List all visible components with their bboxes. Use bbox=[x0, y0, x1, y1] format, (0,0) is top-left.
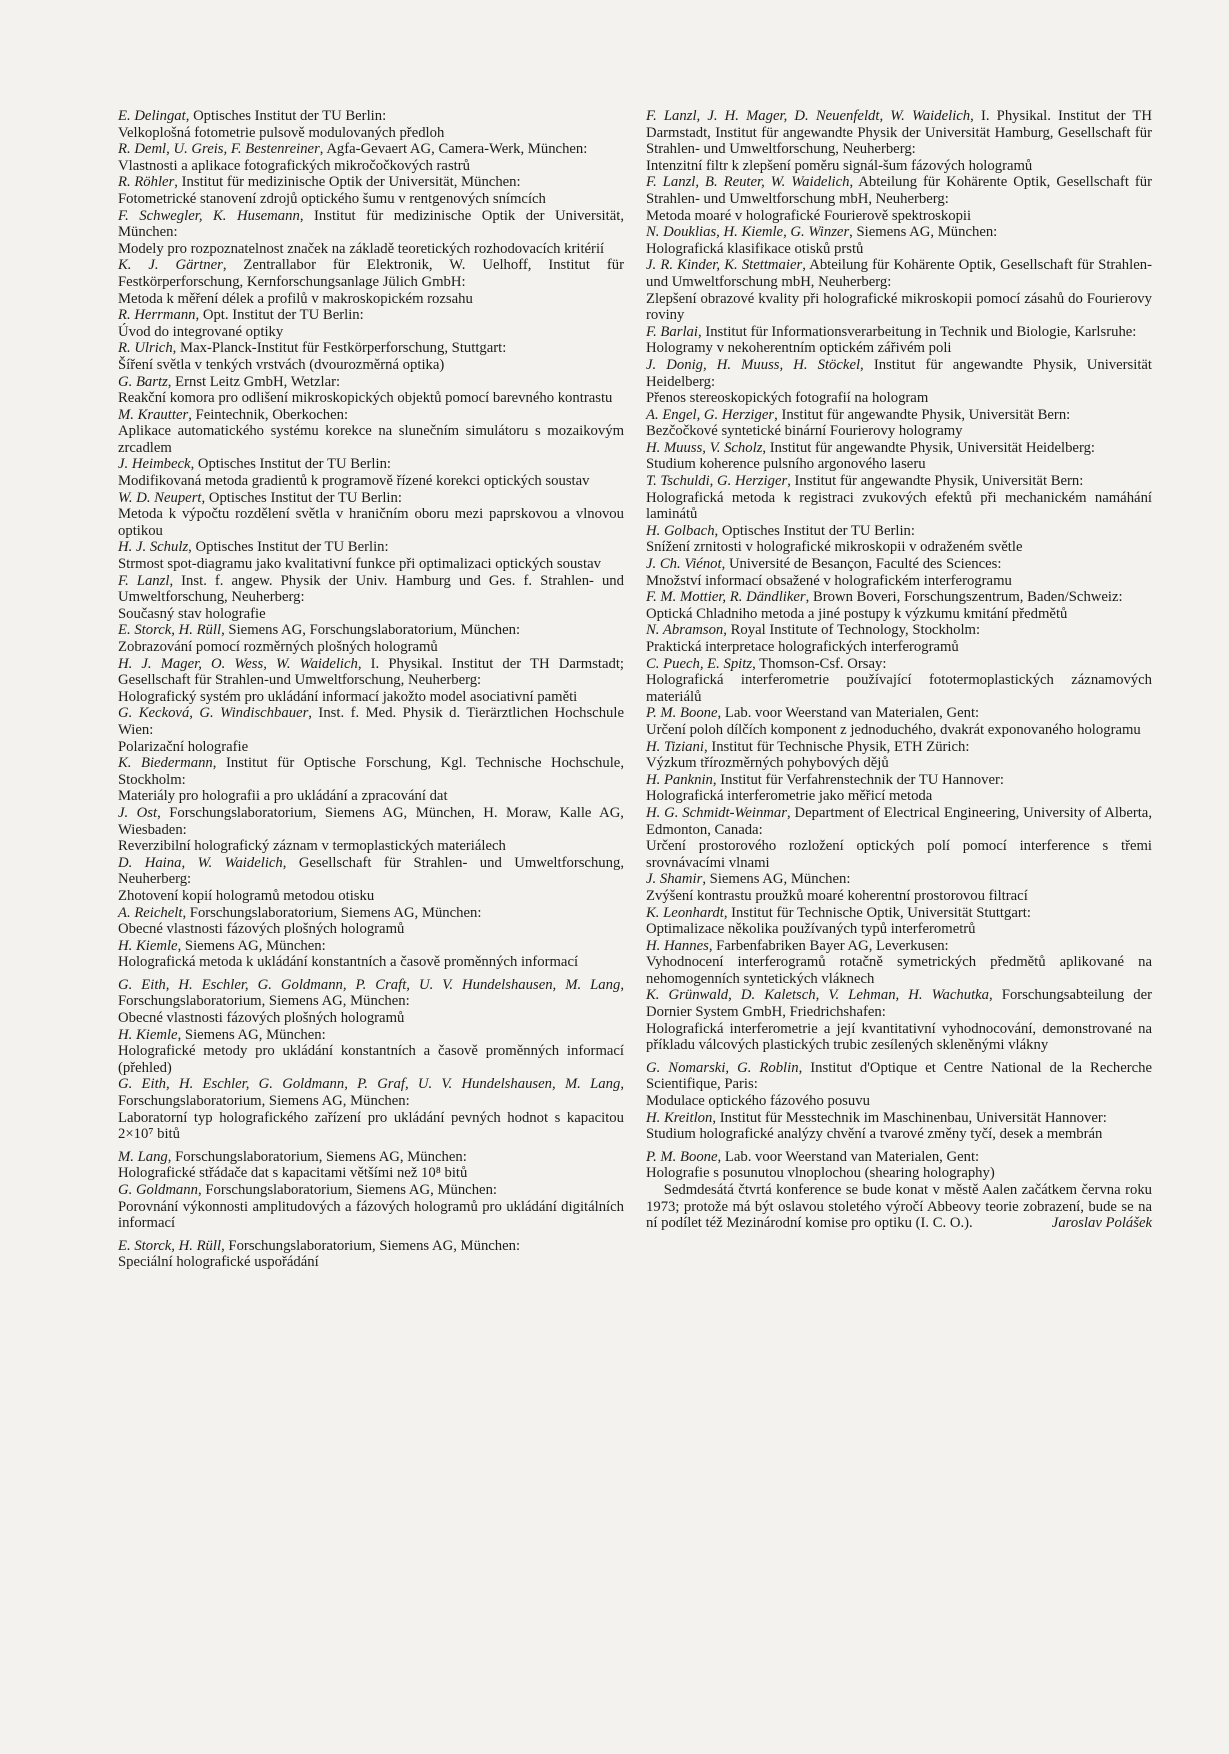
author-names: H. Panknin bbox=[646, 771, 713, 788]
author-names: R. Herrmann bbox=[118, 307, 196, 324]
author-institution: , Institut für Messtechnik im Maschinenbau, Universität Hannover: bbox=[712, 1109, 1107, 1126]
author-institution: , Forschungslaboratorium, Siemens AG, München: bbox=[118, 1076, 624, 1110]
right-entry bbox=[646, 772, 1152, 805]
lecture-title: Snížení zrnitosti v holografické mikroskopii v odraženém světle bbox=[646, 539, 1023, 556]
author-names: N. Douklias, H. Kiemle, G. Winzer bbox=[646, 224, 850, 241]
lecture-title: Hologramy v nekoherentním optickém zářivém poli bbox=[646, 340, 952, 357]
author-institution: , Max-Planck-Institut für Festkörperforschung, Stuttgart: bbox=[172, 340, 507, 357]
entry-authors bbox=[646, 805, 1152, 838]
author-names: E. Storck, H. Rüll bbox=[118, 1237, 222, 1254]
author-names: J. Ost bbox=[118, 804, 158, 821]
left-entry bbox=[118, 622, 624, 655]
right-entry bbox=[646, 324, 1152, 357]
lecture-title: Modifikovaná metoda gradientů k programově řízené korekci optických soustav bbox=[118, 473, 590, 490]
entry-authors bbox=[646, 622, 1152, 639]
lecture-title: Modely pro rozpoznatelnost značek na základě teoretických rozhodovacích kritérií bbox=[118, 240, 605, 257]
lecture-title: Holografická klasifikace otisků prstů bbox=[646, 240, 864, 257]
author-names: F. Lanzl, J. H. Mager, D. Neuenfeldt, W. Waidelich bbox=[646, 108, 971, 124]
lecture-title: Reverzibilní holografický záznam v termoplastických materiálech bbox=[118, 838, 506, 855]
right-entry bbox=[646, 987, 1152, 1053]
entry-authors bbox=[646, 589, 1152, 606]
author-institution: , Optisches Institut der TU Berlin: bbox=[714, 522, 915, 539]
entry-authors bbox=[118, 174, 624, 191]
right-entry bbox=[646, 1149, 1152, 1182]
lecture-title: Přenos stereoskopických fotografií na hologram bbox=[646, 390, 929, 407]
author-institution: , Institut für Technische Physik, ETH Zürich: bbox=[703, 738, 970, 755]
author-names: K. J. Gärtner bbox=[118, 257, 223, 274]
entry-authors bbox=[118, 456, 624, 473]
entry-authors bbox=[118, 490, 624, 507]
author-institution: , Institut für Verfahrenstechnik der TU Hannover: bbox=[712, 771, 1004, 788]
author-names: R. Röhler bbox=[118, 174, 175, 191]
author-institution: , Forschungslaboratorium, Siemens AG, München: bbox=[197, 1182, 497, 1198]
right-entry bbox=[646, 622, 1152, 655]
lecture-title: Intenzitní filtr k zlepšení poměru signál-šum fázových hologramů bbox=[646, 157, 1033, 174]
right-entry bbox=[646, 473, 1152, 523]
entry-authors bbox=[118, 622, 624, 639]
right-entry bbox=[646, 1110, 1152, 1143]
lecture-title: Holografie s posunutou vlnoplochou (shearing holography) bbox=[646, 1165, 995, 1182]
entry-authors bbox=[646, 656, 1152, 673]
author-institution: , Brown Boveri, Forschungszentrum, Baden/Schweiz: bbox=[805, 589, 1123, 606]
author-institution: , Siemens AG, München: bbox=[702, 871, 851, 888]
lecture-title: Určení prostorového rozložení optických polí pomocí interference s třemi srovnávacími vlnami bbox=[646, 838, 1152, 871]
entry-authors bbox=[646, 174, 1152, 207]
author-names: A. Reichelt bbox=[118, 904, 183, 921]
entry-authors bbox=[118, 656, 624, 689]
lecture-title: Fotometrické stanovení zdrojů optického šumu v rentgenových snímcích bbox=[118, 190, 546, 207]
author-institution: , Abteilung für Kohärente Optik, Gesellschaft für Strahlen- und Umweltforschung mbH, Neuherberg: bbox=[646, 257, 1152, 290]
author-institution: , Forschungsabteilung der Dornier System GmbH, Friedrichshafen: bbox=[646, 987, 1153, 1021]
right-entry bbox=[646, 257, 1152, 323]
author-names: M. Lang bbox=[118, 1148, 168, 1165]
left-entry bbox=[118, 977, 624, 1027]
author-institution: , Forschungslaboratorium, Siemens AG, München: bbox=[167, 1148, 467, 1165]
entry-authors bbox=[646, 705, 1152, 722]
left-entry bbox=[118, 938, 624, 971]
author-institution: , Siemens AG, München: bbox=[177, 1026, 326, 1043]
entry-authors bbox=[118, 1182, 624, 1199]
author-institution: , Department of Electrical Engineering, University of Alberta, Edmonton, Canada: bbox=[646, 804, 1153, 838]
right-entry bbox=[646, 656, 1152, 706]
author-names: H. Kiemle bbox=[118, 937, 178, 954]
lecture-title: Obecné vlastnosti fázových plošných hologramů bbox=[118, 1010, 405, 1027]
entry-authors bbox=[118, 805, 624, 838]
lecture-title: Polarizační holografie bbox=[118, 738, 249, 755]
lecture-title: Obecné vlastnosti fázových plošných hologramů bbox=[118, 921, 405, 938]
author-institution: , Optisches Institut der TU Berlin: bbox=[188, 539, 389, 556]
lecture-title: Holografický systém pro ukládání informací jakožto model asociativní paměti bbox=[118, 688, 578, 705]
author-names: H. J. Schulz bbox=[118, 539, 189, 556]
author-institution: , Abteilung für Kohärente Optik, Gesellschaft für Strahlen- und Umweltforschung mbH, Neuherberg: bbox=[646, 174, 1152, 207]
entry-authors bbox=[118, 108, 624, 125]
author-names: H. Kiemle bbox=[118, 1026, 178, 1043]
author-names: J. Donig, H. Muuss, H. Stöckel bbox=[646, 356, 861, 373]
author-institution: , Gesellschaft für Strahlen- und Umweltforschung, Neuherberg: bbox=[118, 854, 624, 888]
lecture-title: Strmost spot-diagramu jako kvalitativní funkce při optimalizaci optických soustav bbox=[118, 556, 601, 573]
author-names: R. Ulrich bbox=[118, 340, 173, 357]
lecture-title: Reakční komora pro odlišení mikroskopických objektů pomocí barevného kontrastu bbox=[118, 390, 613, 407]
author-names: H. J. Mager, O. Wess, W. Waidelich bbox=[118, 655, 358, 672]
lecture-title: Holografická interferometrie používající fototermoplastických záznamových materiálů bbox=[646, 672, 1152, 705]
author-institution: , Inst. f. Med. Physik d. Tierärztlichen Hochschule Wien: bbox=[118, 705, 624, 738]
entry-authors bbox=[118, 340, 624, 357]
author-institution: , Optisches Institut der TU Berlin: bbox=[201, 489, 402, 506]
left-entry bbox=[118, 905, 624, 938]
author-names: G. Bartz bbox=[118, 373, 168, 390]
left-entry bbox=[118, 174, 624, 207]
entry-authors bbox=[646, 324, 1152, 341]
lecture-title: Holografická interferometrie jako měřicí metoda bbox=[646, 788, 933, 805]
entry-authors bbox=[118, 141, 624, 158]
author-names: T. Tschuldi, G. Herziger bbox=[646, 473, 788, 490]
author-names: M. Krautter bbox=[118, 406, 189, 423]
right-entry bbox=[646, 1060, 1152, 1110]
entry-authors bbox=[118, 1149, 624, 1166]
lecture-title: Studium holografické analýzy chvění a tvarové změny tyčí, desek a membrán bbox=[646, 1126, 1103, 1143]
author-institution: , Institut für angewandte Physik, Universität Heidelberg: bbox=[762, 439, 1095, 456]
lecture-title: Bezčočkové syntetické binární Fourierovy hologramy bbox=[646, 423, 963, 440]
right-entry bbox=[646, 589, 1152, 622]
author-names: F. Lanzl bbox=[118, 572, 170, 589]
author-institution: , Opt. Institut der TU Berlin: bbox=[195, 307, 364, 324]
author-institution: , Institut für angewandte Physik, Universität Bern: bbox=[787, 473, 1084, 490]
author-institution: , Agfa-Gevaert AG, Camera-Werk, München: bbox=[319, 141, 588, 158]
right-entry bbox=[646, 705, 1152, 738]
author-institution: , Institut für Optische Forschung, Kgl. Technische Hochschule, Stockholm: bbox=[118, 755, 624, 788]
author-institution: , Optisches Institut der TU Berlin: bbox=[190, 456, 392, 473]
author-names: N. Abramson bbox=[646, 622, 724, 639]
right-column bbox=[646, 108, 1152, 1246]
left-entry bbox=[118, 855, 624, 905]
author-names: H. Muuss, V. Scholz bbox=[646, 439, 763, 456]
left-entry bbox=[118, 1027, 624, 1077]
left-entry bbox=[118, 573, 624, 623]
author-institution: , Feintechnik, Oberkochen: bbox=[188, 406, 349, 423]
lecture-title: Vyhodnocení interferogramů rotačně symetrických předmětů aplikované na nehomogenních syntetických vláknech bbox=[646, 954, 1152, 987]
entry-authors bbox=[646, 1110, 1152, 1127]
entry-authors bbox=[118, 1238, 624, 1255]
entry-authors bbox=[646, 905, 1152, 922]
entry-authors bbox=[118, 307, 624, 324]
author-names: J. Ch. Viénot bbox=[646, 556, 722, 573]
entry-authors bbox=[646, 357, 1152, 390]
author-names: F. M. Mottier, R. Dändliker bbox=[646, 589, 806, 606]
entry-authors bbox=[118, 573, 624, 606]
right-entries bbox=[646, 108, 1152, 1182]
entry-authors bbox=[646, 938, 1152, 955]
left-entry bbox=[118, 755, 624, 805]
author-names: K. Leonhardt bbox=[646, 904, 724, 921]
author-institution: , Institut für angewandte Physik, Universität Heidelberg: bbox=[646, 356, 1152, 390]
entry-authors bbox=[118, 1027, 624, 1044]
author-institution: , Siemens AG, München: bbox=[177, 937, 326, 954]
left-entry bbox=[118, 257, 624, 307]
entry-authors bbox=[118, 208, 624, 241]
author-institution: , Institut für Technische Optik, Universität Stuttgart: bbox=[723, 904, 1031, 921]
author-institution: , Inst. f. angew. Physik der Univ. Hamburg und Ges. f. Strahlen- und Umweltforschung, Neuherberg: bbox=[118, 572, 624, 606]
author-names: K. Biedermann bbox=[118, 755, 213, 772]
entry-authors bbox=[118, 374, 624, 391]
entry-authors bbox=[646, 871, 1152, 888]
left-entry bbox=[118, 407, 624, 457]
lecture-title: Speciální holografické uspořádání bbox=[118, 1254, 319, 1271]
lecture-title: Praktická interpretace holografických interferogramů bbox=[646, 639, 959, 655]
author-institution: , Forschungslaboratorium, Siemens AG, München, H. Moraw, Kalle AG, Wiesbaden: bbox=[118, 804, 624, 838]
entry-authors bbox=[646, 257, 1152, 290]
closing-paragraph: Sedmdesátá čtvrtá konference se bude konat v městě Aalen začátkem června roku 1973; protože má být oslavou stoletého výročí Abbeovy teorie zobrazení, bude se na ní podílet též Mezinárodní komise pro optiku (I. C. O.). Jaroslav Polášek bbox=[646, 1182, 1153, 1232]
entry-authors bbox=[118, 407, 624, 424]
author-names: H. G. Schmidt-Weinmar bbox=[646, 804, 787, 821]
author-names: W. D. Neupert bbox=[118, 489, 202, 506]
right-entry bbox=[646, 871, 1152, 904]
lecture-title: Úvod do integrované optiky bbox=[118, 323, 284, 340]
author-institution: , Siemens AG, München: bbox=[849, 224, 998, 241]
author-names: P. M. Boone bbox=[646, 1148, 718, 1165]
left-entry bbox=[118, 1149, 624, 1182]
right-entry bbox=[646, 556, 1152, 589]
lecture-title: Výzkum třírozměrných pohybových dějů bbox=[646, 755, 889, 772]
author-institution: , Ernst Leitz GmbH, Wetzlar: bbox=[167, 373, 341, 390]
lecture-title: Holografické střádače dat s kapacitami většími než 10⁸ bitů bbox=[118, 1165, 468, 1182]
entry-authors bbox=[646, 407, 1152, 424]
author-names: J. R. Kinder, K. Stettmaier bbox=[646, 257, 803, 274]
right-entry bbox=[646, 739, 1152, 772]
author-institution: , Université de Besançon, Faculté des Sciences: bbox=[721, 556, 1002, 573]
right-entry bbox=[646, 174, 1152, 224]
lecture-title: Holografická metoda k ukládání konstantních a časově proměnných informací bbox=[118, 954, 579, 971]
entry-authors bbox=[118, 938, 624, 955]
author-names: R. Deml, U. Greis, F. Bestenreiner bbox=[118, 141, 320, 158]
author-institution: , Institut für medizinische Optik der Universität, München: bbox=[118, 207, 624, 241]
author-institution: , Zentrallabor für Elektronik, W. Uelhoff, Institut für Festkörperforschung, Kernforschungsanlage Jülich GmbH: bbox=[118, 257, 624, 290]
lecture-title: Vlastnosti a aplikace fotografických mikročočkových rastrů bbox=[118, 157, 470, 174]
lecture-title: Zobrazování pomocí rozměrných plošných hologramů bbox=[118, 639, 438, 655]
lecture-title: Holografická metoda k registraci zvukových efektů při mechanickém namáhání laminátů bbox=[646, 489, 1152, 523]
right-entry bbox=[646, 407, 1152, 440]
entry-authors bbox=[646, 1060, 1152, 1093]
author-institution: , Forschungslaboratorium, Siemens AG, München: bbox=[221, 1237, 521, 1254]
author-institution: , Institut für Informationsverarbeitung in Technik und Biologie, Karlsruhe: bbox=[697, 323, 1137, 340]
author-names: F. Lanzl, B. Reuter, W. Waidelich bbox=[646, 174, 850, 191]
entry-authors bbox=[118, 977, 624, 1010]
right-entry bbox=[646, 357, 1152, 407]
signature: Jaroslav Polášek bbox=[1051, 1215, 1152, 1232]
author-names: H. Tiziani bbox=[646, 738, 704, 755]
author-names: G. Eith, H. Eschler, G. Goldmann, P. Craft, U. V. Hundelshausen, M. Lang bbox=[118, 976, 621, 993]
author-institution: , Optisches Institut der TU Berlin: bbox=[185, 108, 387, 124]
author-institution: , Forschungslaboratorium, Siemens AG, München: bbox=[118, 976, 624, 1010]
right-entry bbox=[646, 905, 1152, 938]
author-institution: , Institut für angewandte Physik, Universität Bern: bbox=[774, 406, 1071, 423]
author-institution: , Siemens AG, Forschungslaboratorium, München: bbox=[221, 622, 521, 639]
entry-authors bbox=[646, 1149, 1152, 1166]
author-names: G. Kecková, G. Windischbauer bbox=[118, 705, 309, 722]
author-names: F. Schwegler, K. Husemann bbox=[118, 207, 300, 224]
lecture-title: Zlepšení obrazové kvality při holografické mikroskopii pomocí zásahů do Fourierovy roviny bbox=[646, 290, 1152, 324]
entry-authors bbox=[646, 987, 1152, 1020]
right-entry bbox=[646, 805, 1152, 871]
left-entry bbox=[118, 340, 624, 373]
author-names: J. Shamir bbox=[646, 871, 703, 888]
entry-authors bbox=[646, 108, 1152, 158]
lecture-title: Materiály pro holografii a pro ukládání a zpracování dat bbox=[118, 788, 448, 805]
author-names: D. Haina, W. Waidelich bbox=[118, 854, 283, 871]
entry-authors bbox=[646, 739, 1152, 756]
author-names: H. Hannes bbox=[646, 937, 709, 954]
left-entry bbox=[118, 1076, 624, 1142]
lecture-title: Množství informací obsažené v holografickém interferogramu bbox=[646, 572, 1012, 589]
author-names: F. Barlai bbox=[646, 323, 698, 340]
left-column bbox=[118, 108, 624, 1271]
lecture-title: Laboratorní typ holografického zařízení pro ukládání pevných hodnot s kapacitou 2×10⁷ bitů bbox=[118, 1109, 624, 1143]
author-names: H. Kreitlon bbox=[646, 1109, 713, 1126]
lecture-title: Holografická interferometrie a její kvantitativní vyhodnocování, demonstrované na příkladu válcových plastických trubic zesílených skleněnými vlákny bbox=[646, 1020, 1152, 1054]
entry-authors bbox=[118, 855, 624, 888]
entry-authors bbox=[646, 523, 1152, 540]
author-institution: , Lab. voor Weerstand van Materialen, Gent: bbox=[717, 1148, 980, 1165]
lecture-title: Studium koherence pulsního argonového laseru bbox=[646, 456, 926, 473]
lecture-title: Aplikace automatického systému korekce na slunečním simulátoru s mozaikovým zrcadlem bbox=[118, 423, 624, 456]
lecture-title: Optimalizace několika používaných typů interferometrů bbox=[646, 921, 976, 938]
left-entry bbox=[118, 656, 624, 706]
author-names: A. Engel, G. Herziger bbox=[646, 406, 775, 423]
left-entry bbox=[118, 539, 624, 572]
left-entry bbox=[118, 705, 624, 755]
left-entry bbox=[118, 1238, 624, 1271]
lecture-title: Šíření světla v tenkých vrstvách (dvourozměrná optika) bbox=[118, 356, 445, 373]
author-names: G. Eith, H. Eschler, G. Goldmann, P. Graf, U. V. Hundelshausen, M. Lang bbox=[118, 1076, 621, 1093]
lecture-title: Metoda moaré v holografické Fourierově spektroskopii bbox=[646, 207, 972, 224]
entry-authors bbox=[118, 539, 624, 556]
left-entry bbox=[118, 490, 624, 540]
left-entry bbox=[118, 208, 624, 258]
author-institution: , I. Physikal. Institut der TH Darmstadt; Gesellschaft für Strahlen-und Umweltforschung, Neuherberg: bbox=[118, 655, 624, 689]
entry-authors bbox=[646, 473, 1152, 490]
author-institution: , Thomson-Csf. Orsay: bbox=[752, 655, 887, 672]
author-institution: , Lab. voor Weerstand van Materialen, Gent: bbox=[717, 705, 980, 722]
left-entry bbox=[118, 1182, 624, 1232]
lecture-title: Zvýšení kontrastu proužků moaré koherentní prostorovou filtrací bbox=[646, 887, 1028, 904]
author-institution: , Institut für medizinische Optik der Universität, München: bbox=[174, 174, 521, 191]
author-institution: , Forschungslaboratorium, Siemens AG, München: bbox=[182, 904, 482, 921]
left-entry bbox=[118, 374, 624, 407]
author-institution: , Institut d'Optique et Centre National de la Recherche Scientifique, Paris: bbox=[646, 1059, 1153, 1093]
entry-authors bbox=[646, 440, 1152, 457]
entry-authors bbox=[118, 705, 624, 738]
lecture-title: Určení poloh dílčích komponent z jednoduchého, dvakrát exponovaného hologramu bbox=[646, 721, 1141, 738]
lecture-title: Porovnání výkonnosti amplitudových a fázových hologramů pro ukládání digitálních informací bbox=[118, 1198, 624, 1232]
right-entry bbox=[646, 108, 1152, 174]
lecture-title: Metoda k měření délek a profilů v makroskopickém rozsahu bbox=[118, 290, 473, 307]
entry-authors bbox=[646, 772, 1152, 789]
author-names: E. Delingat bbox=[118, 108, 186, 124]
author-names: G. Nomarski, G. Roblin bbox=[646, 1059, 799, 1076]
left-entry bbox=[118, 307, 624, 340]
lecture-title: Optická Chladniho metoda a jiné postupy k výzkumu kmitání předmětů bbox=[646, 605, 1068, 622]
author-names: J. Heimbeck bbox=[118, 456, 191, 473]
entry-authors bbox=[646, 556, 1152, 573]
author-institution: , I. Physikal. Institut der TH Darmstadt, Institut für angewandte Physik der Universität Hamburg, Gesellschaft für Strahlen- und Umweltforschung, Neuherberg: bbox=[646, 108, 1153, 158]
author-names: H. Golbach bbox=[646, 522, 715, 539]
author-names: E. Storck, H. Rüll bbox=[118, 622, 222, 639]
author-names: G. Goldmann bbox=[118, 1182, 198, 1198]
lecture-title: Metoda k výpočtu rozdělení světla v hraničním oboru mezi paprskovou a vlnovou optikou bbox=[118, 506, 624, 539]
left-entry bbox=[118, 108, 624, 141]
lecture-title: Modulace optického fázového posuvu bbox=[646, 1093, 870, 1110]
author-names: P. M. Boone bbox=[646, 705, 718, 722]
lecture-title: Současný stav holografie bbox=[118, 605, 266, 622]
author-names: C. Puech, E. Spitz bbox=[646, 655, 753, 672]
left-entry bbox=[118, 805, 624, 855]
lecture-title: Zhotovení kopií hologramů metodou otisku bbox=[118, 887, 375, 904]
left-entry bbox=[118, 456, 624, 489]
lecture-title: Holografické metody pro ukládání konstantních a časově proměnných informací (přehled) bbox=[118, 1043, 624, 1076]
right-entry bbox=[646, 523, 1152, 556]
author-institution: , Farbenfabriken Bayer AG, Leverkusen: bbox=[708, 937, 949, 954]
lecture-title: Velkoplošná fotometrie pulsově modulovaných předloh bbox=[118, 124, 445, 141]
author-institution: , Royal Institute of Technology, Stockholm: bbox=[723, 622, 981, 639]
entry-authors bbox=[118, 1076, 624, 1109]
right-entry bbox=[646, 224, 1152, 257]
entry-authors bbox=[118, 905, 624, 922]
entry-authors bbox=[646, 224, 1152, 241]
right-entry bbox=[646, 938, 1152, 988]
entry-authors bbox=[118, 755, 624, 788]
left-entry bbox=[118, 141, 624, 174]
right-entry bbox=[646, 440, 1152, 473]
author-names: K. Grünwald, D. Kaletsch, V. Lehman, H. Wachutka bbox=[646, 987, 990, 1004]
entry-authors bbox=[118, 257, 624, 290]
